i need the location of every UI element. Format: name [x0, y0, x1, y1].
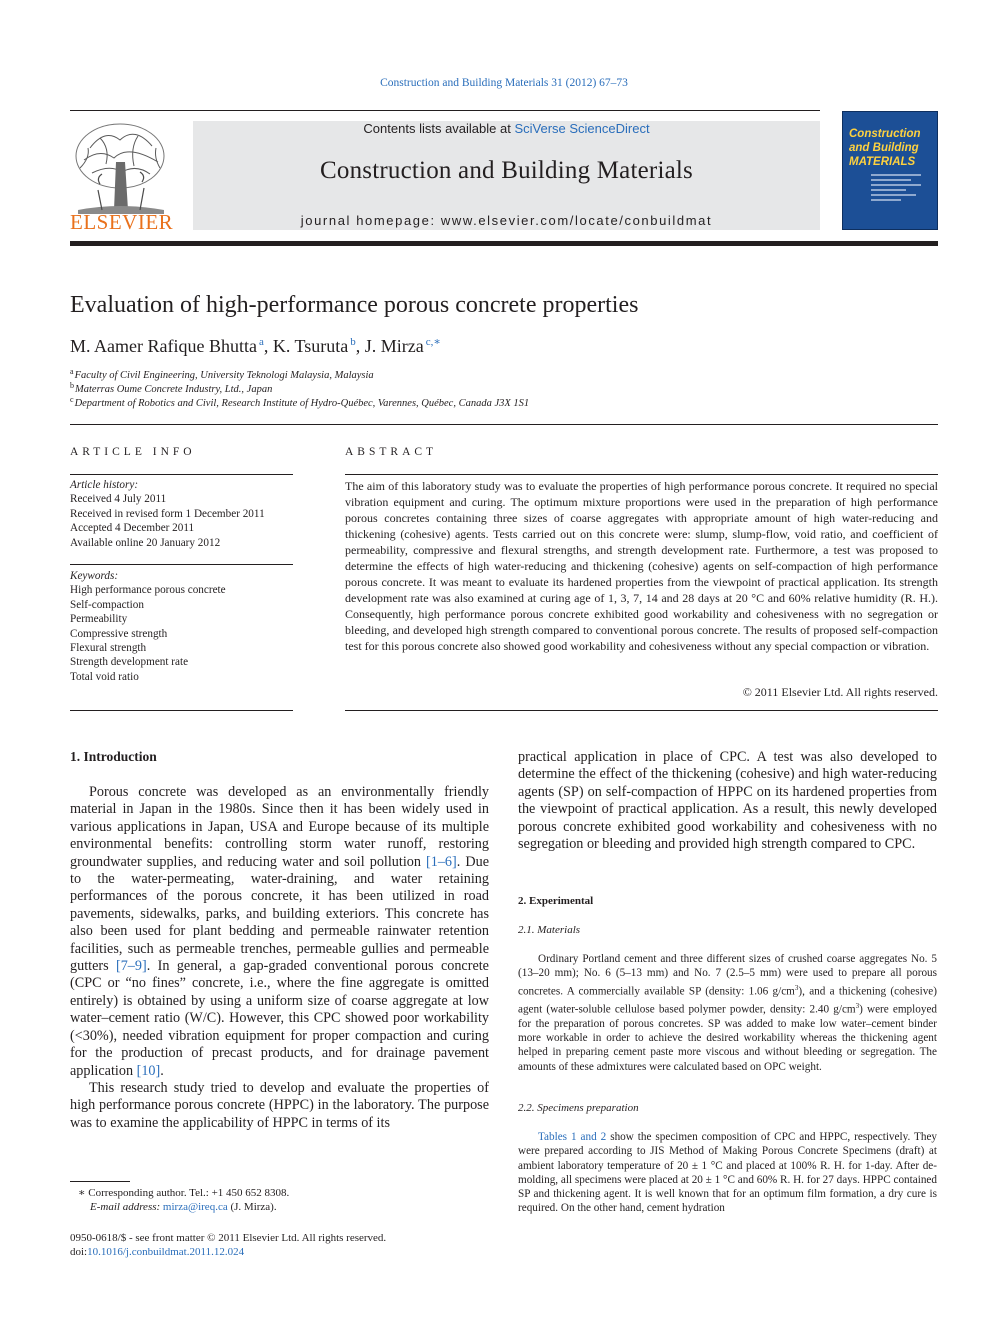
introduction-continued: practical application in place of CPC. A test was also developed to determine the effect of the thickening (cohesive) and high water-reducing agents (SP) on self-compaction of HPPC on its hardened properties from the viewpoint of practical application. As a result, this newly developed porous concrete exhibited good workability and cohesiveness with no segregation or bleeding and provided high strength compared to CPC.	[518, 749, 937, 853]
materials-text	[518, 952, 937, 1074]
reference-link[interactable]: [7–9]	[115, 958, 147, 975]
copyright-notice: © 2011 Elsevier Ltd. All rights reserved.	[742, 685, 938, 699]
journal-masthead	[193, 121, 820, 230]
author-name[interactable]: K. Tsuruta	[272, 336, 349, 356]
abstract-heading: ABSTRACT	[345, 446, 438, 458]
journal-citation[interactable]: Construction and Building Materials 31 (2012) 67–73	[380, 77, 628, 89]
reference-link[interactable]: [10]	[136, 1062, 161, 1079]
sciencedirect-link[interactable]: SciVerse ScienceDirect	[514, 121, 650, 136]
reference-link[interactable]: [1–6]	[426, 853, 457, 870]
affiliation-marker[interactable]: c,∗	[425, 336, 441, 348]
paragraph: Porous concrete was developed as an environmentally friendly material in Japan in the 1980s. Since then it has been widely used in various applications in Japan, USA and Europe because of its multiple environmental benefits: controlling storm water runoff, restoring groundwater supplies, and reducing water and soil pollution [1–6]. Due to the water-permeating, water-draining, and water retaining performances of the porous concrete, it has been utilized in road pavements, sidewalks, parks, and building exteriors. This concrete has also been used for plant bedding and permeable rainwater retention facilities, such as permeable trenches, permeable gullies and permeable gutters [7–9]. In general, a gap-graded conventional porous concrete (CPC or “no fines” concrete, i.e., where the fine aggregate is omitted entirely) is obtained by using a uniform size of coarse aggregate at low water–cement ratio (W/C). However, this CPC showed poor workability (<30%), needed vibration equipment for proper compaction and curing for the production of precast products, and for drainage pavement application [10].	[70, 784, 489, 1079]
history-item: Available online 20 January 2012	[70, 536, 221, 549]
journal-homepage[interactable]: journal homepage: www.elsevier.com/locate/conbuildmat	[300, 213, 713, 228]
affiliation-marker[interactable]: b	[350, 336, 356, 348]
history-item: Accepted 4 December 2011	[70, 522, 195, 535]
introduction-text	[70, 784, 489, 1132]
divider	[345, 474, 938, 475]
keyword: Self-compaction	[70, 598, 144, 611]
header-thick-rule	[70, 241, 938, 246]
keyword: Total void ratio	[70, 670, 139, 683]
elsevier-wordmark: ELSEVIER	[70, 210, 174, 234]
section-heading: 2. Experimental	[518, 895, 594, 907]
affiliation: $^b$Materras Oume Concrete Industry, Ltd., Japan	[70, 381, 273, 395]
abstract-text: The aim of this laboratory study was to evaluate the properties of high performance porous concrete. It required no special vibration equipment and curing. The optimum mixture proportions were used in the preparation of high performance porous concretes containing three sizes of coarse aggregates with appropriate amount of high water-reducing and thickening (cohesive) agents. Tests carried out on this concrete were: slump, slump-flow, void ratio, and coefficient of permeability, compressive and flexural strengths, and strength development rate. Furthermore, a test was proposed to determine the effects of high water-reducing and thickening (cohesive) agents on self-compaction of high performance porous concrete. It was meant to evaluate its hardened properties from the viewpoint of practical application. Its strength development rate was also examined at curing age of 1, 3, 7, 14 and 28 days at 20 °C and 60% relative humidity (R. H.). Consequently, high performance porous concrete exhibited good workability and cohesiveness with no segregation or bleeding, and developed high strength compared to conventional porous concrete. The results of proposed self-compaction test for this porous concrete also showed good workability and cohesiveness without any special compaction or vibration.	[345, 479, 938, 653]
divider	[70, 564, 293, 565]
divider	[345, 710, 938, 711]
paragraph: This research study tried to develop and evaluate the properties of high performance porous concrete (HPPC) in the laboratory. The purpose was to examine the applicability of HPPC in terms of its	[70, 1079, 489, 1131]
keywords-label: Keywords:	[70, 570, 119, 582]
affiliation: $^c$Department of Robotics and Civil, Research Institute of Hydro-Québec, Varennes, Québec, Canada J3X 1S1	[70, 395, 530, 409]
keyword: Permeability	[70, 613, 128, 626]
table-reference-link[interactable]: Tables 1 and 2	[538, 1131, 607, 1143]
affiliation-rule	[70, 424, 938, 425]
journal-cover-thumbnail[interactable]	[842, 111, 938, 230]
paragraph: Ordinary Portland cement and three different sizes of crushed coarse aggregates No. 5 (13–20 mm); No. 6 (5–13 mm) and No. 7 (2.5–5 mm) were used to prepare all porous concretes. A commercially available SP (density: 1.06 $g/cm^3$), and a thickening (cohesive) agent (water-soluble cellulose based polymer powder, density: 2.40 $g/cm^3$) were employed for the preparation of porous concretes. SP was added to make low water–cement binder more workable in order to achieve the desired workability whereas the thickening agent helped in preparing cement paste more viscous and without bleeding or segregation. The amounts of these admixtures were calculated based on OPC weight.	[518, 953, 938, 1073]
affiliation: $^a$Faculty of Civil Engineering, University Teknologi Malaysia, Malaysia	[70, 367, 374, 381]
corresponding-author-footnote: ∗ Corresponding author. Tel.: +1 450 652 8308. E-mail address: mirza@ireq.ca (J. Mirza).	[78, 1187, 290, 1214]
specimens-text	[518, 1130, 937, 1216]
paragraph: Tables 1 and 2 show the specimen composition of CPC and HPPC, respectively. They were prepared according to JIS Method of Making Porous Concrete Specimens (draft) at ambient laboratory temperature of 20 ± 1 °C and placed at 100% R. H. for 1-day. After de-molding, all specimens were placed at 20 ± 1 °C and 60% R. H. for 27 days. HPPC contained SP and thickening agent. It is well known that for an optimum film formation, a dry cure is required. On the other hand, cement hydration	[518, 1131, 937, 1215]
section-heading: 1. Introduction	[70, 749, 157, 764]
affiliation-marker[interactable]: a	[258, 336, 264, 348]
email-link[interactable]: mirza@ireq.ca	[162, 1201, 228, 1214]
keyword: High performance porous concrete	[70, 584, 226, 597]
history-item: Received in revised form 1 December 2011	[70, 507, 265, 520]
subsection-heading: 2.2. Specimens preparation	[518, 1102, 639, 1114]
keyword: Compressive strength	[70, 627, 168, 640]
journal-name: Construction and Building Materials	[320, 157, 693, 184]
issn-footer: 0950-0618/$ - see front matter © 2011 Elsevier Ltd. All rights reserved. doi:10.1016/j.conbuildmat.2011.12.024	[70, 1232, 387, 1259]
keyword: Strength development rate	[70, 656, 189, 669]
divider	[70, 474, 293, 475]
article-title: Evaluation of high-performance porous concrete properties	[70, 292, 639, 318]
divider	[70, 710, 293, 711]
author-name[interactable]: J. Mirza	[364, 336, 424, 356]
article-info-heading: ARTICLE INFO	[70, 446, 196, 458]
author-list: M. Aamer Rafique Bhutta $^a$, K. Tsuruta $^b$, J. Mirza $^{c,∗}$	[70, 336, 441, 356]
doi-link[interactable]: 10.1016/j.conbuildmat.2011.12.024	[87, 1246, 245, 1259]
header-rule	[70, 110, 820, 111]
keyword: Flexural strength	[70, 642, 147, 655]
author-name[interactable]: M. Aamer Rafique Bhutta	[70, 336, 257, 356]
history-label: Article history:	[70, 479, 139, 491]
contents-line: Contents lists available at SciVerse ScienceDirect	[363, 121, 650, 136]
elsevier-logo[interactable]	[70, 118, 172, 232]
cover-decoration	[871, 174, 921, 204]
footnote-rule	[70, 1181, 130, 1182]
keywords	[70, 569, 226, 684]
cover-title: Construction and Building MATERIALS	[849, 128, 921, 168]
subsection-heading: 2.1. Materials	[518, 924, 581, 936]
article-history	[70, 478, 265, 550]
history-item: Received 4 July 2011	[70, 493, 167, 506]
